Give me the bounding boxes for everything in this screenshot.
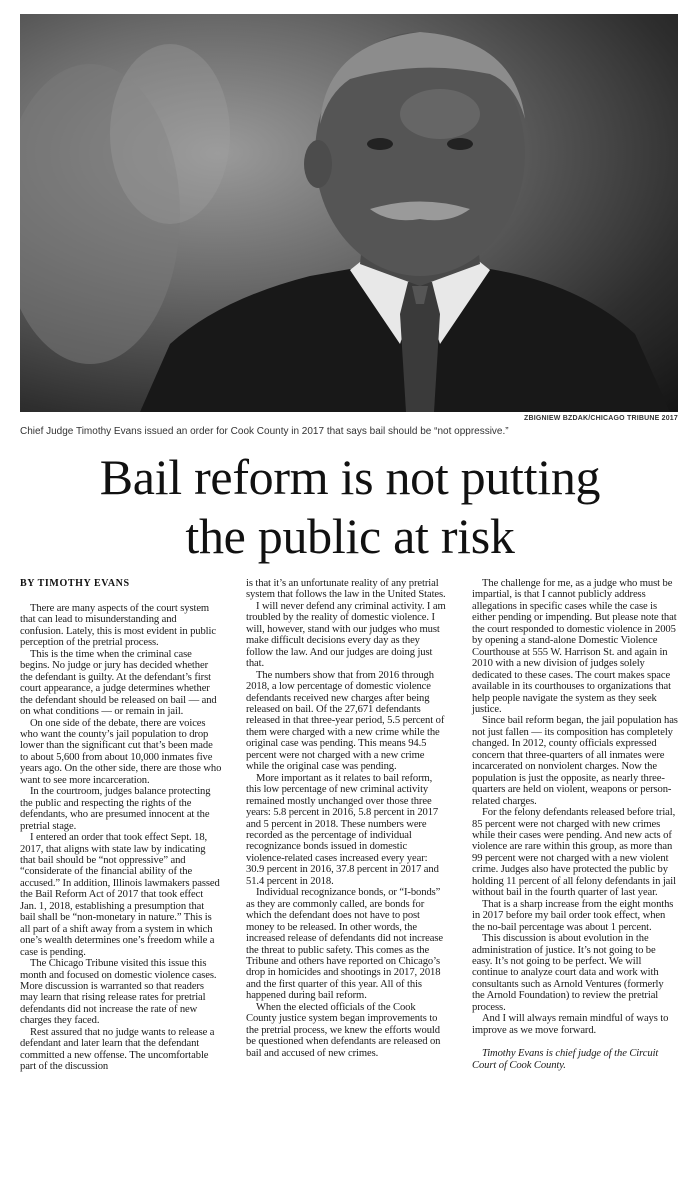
portrait-photo	[20, 14, 678, 412]
byline: BY TIMOTHY EVANS	[20, 578, 130, 589]
headline-line-2: the public at risk	[185, 508, 515, 564]
article-column-2	[246, 578, 448, 1059]
paragraph: And I will always remain mindful of ways to improve as we move forward.	[472, 1013, 669, 1036]
paragraph: Individual recognizance bonds, or “I-bonds” as they are commonly called, are bonds for which the defendant does not have to post money to be released. In other words, the increased release of defendants did not increase the threat to public safety. This comes as the Tribune and others have reported on Chicago’s drop in homicides and shootings in 2017, 2018 and the first quarter of this year. All of this happened during bail reform.	[246, 887, 443, 1002]
paragraph: On one side of the debate, there are voices who want the county’s jail population to drop lower than the significant cut that’s been made to about 5,600 from about 10,000 inmates five years ago. On the other side, there are those who want to see more incarceration.	[20, 717, 222, 786]
paragraph: Rest assured that no judge wants to release a defendant and later learn that the defendant committed a new offense. The uncomfortable part of the discussion	[20, 1026, 215, 1073]
paragraph-continued: is that it’s an unfortunate reality of any pretrial system that follows the law in the United States.	[246, 578, 446, 601]
headline-line-1: Bail reform is not putting	[99, 449, 601, 505]
photo-caption: Chief Judge Timothy Evans issued an order for Cook County in 2017 that says bail should be “not oppressive.”	[20, 426, 509, 437]
paragraph: More important as it relates to bail reform, this low percentage of new criminal activity remained mostly unchanged over those three years: 5.8 percent in 2016, 5.8 percent in 2017 and 5 percent in 2018. These numbers were recorded as the percentage of individual recognizance bonds issued in domestic violence-related cases increased every year: 30.9 percent in 2016, 37.8 percent in 2017 and 51.4 percent in 2018.	[246, 772, 439, 887]
paragraph: That is a sharp increase from the eight months in 2017 before my bail order took effect, when the no-bail percentage was about 1 percent.	[472, 898, 674, 933]
paragraph: In the courtroom, judges balance protecting the public and respecting the rights of the defendants, who are presumed innocent at the pretrial stage.	[20, 786, 211, 832]
paragraph: The numbers show that from 2016 through 2018, a low percentage of domestic violence defendants received new charges after being released on bail. Of the 27,671 defendants released in that three-year period, 5.5 percent of them were charged with a new crime while the original case was pending. This means 94.5 percent were not charged with a new crime while the original case was pending.	[246, 669, 445, 773]
article-column-3	[472, 578, 678, 1071]
photo-credit: ZBIGNIEW BZDAK/CHICAGO TRIBUNE 2017	[523, 415, 678, 422]
portrait-illustration	[20, 14, 678, 412]
paragraph: For the felony defendants released before trial, 85 percent were not charged with new crimes while their cases were pending. And new acts of violence are rare within this group, as more than 99 percent were not charged with a new violent crime. Judges also have protected the public by holding 11 percent of all felony defendants in jail without bail in the fourth quarter of last year.	[472, 807, 676, 899]
paragraph: Since bail reform began, the jail population has not just fallen — its composition has completely changed. In 2012, county officials expressed concern that three-quarters of all inmates were incarcerated on nonviolent charges. Now the population is just the opposite, as nearly three-quarters are held on violent, weapons or person-related charges.	[472, 715, 678, 807]
paragraph: This is the time when the criminal case begins. No judge or jury has decided whether the defendant is guilty. At the defendant’s first court appearance, a judge determines whether the defendant should be released on bail — and on what conditions — or remain in jail.	[20, 648, 217, 718]
paragraph: The challenge for me, as a judge who must be impartial, is that I cannot publicly address allegations in specific cases while the case is either pending or impending. But please note that the court responded to domestic violence in 2005 by opening a stand-alone Domestic Violence Courthouse at 555 W. Harrison St. and again in 2010 with a new division of judges solely dedicated to these cases. The court makes space available in its courthouses to organizations that help people navigate the system as they seek justice.	[472, 578, 677, 715]
paragraph: I will never defend any criminal activity. I am troubled by the reality of domestic violence. I will, however, stand with our judges who must make difficult decisions every day as they follow the law. And our judges are doing just that.	[246, 600, 446, 670]
headline	[20, 448, 680, 566]
paragraph: I entered an order that took effect Sept. 18, 2017, that aligns with state law by indicating that bail should be “not oppressive” and “considerate of the financial ability of the accused.” In addition, Illinois lawmakers passed the Bail Reform Act of 2017 that took effect Jan. 1, 2018, establishing a presumption that bail shall be “non-monetary in nature.” This is all part of a shift away from a system in which one’s wealth determines one’s freedom while a case is pending.	[20, 832, 220, 958]
paragraph: When the elected officials of the Cook County justice system began improvements to the pretrial process, we knew the efforts would be questioned when defendants are released on bail and accused of new crimes.	[246, 1001, 441, 1059]
paragraph: This discussion is about evolution in the administration of justice. It’s not going to be easy. It’s not going to be perfect. We will continue to analyze court data and work with consultants such as Arnold Ventures (formerly the Arnold Foundation) to review the pretrial process.	[472, 933, 664, 1013]
paragraph: The Chicago Tribune visited this issue this month and focused on domestic violence cases. More discussion is warranted so that readers may learn that rising release rates for pretrial defendants did not increase the rate of new charges they faced.	[20, 958, 217, 1027]
author-signature: Timothy Evans is chief judge of the Circuit Court of Cook County.	[472, 1048, 659, 1071]
article-column-1	[20, 603, 222, 1073]
paragraph: There are many aspects of the court system that can lead to misunderstanding and confusion. Lately, this is most evident in public perception of the pretrial process.	[20, 603, 216, 649]
